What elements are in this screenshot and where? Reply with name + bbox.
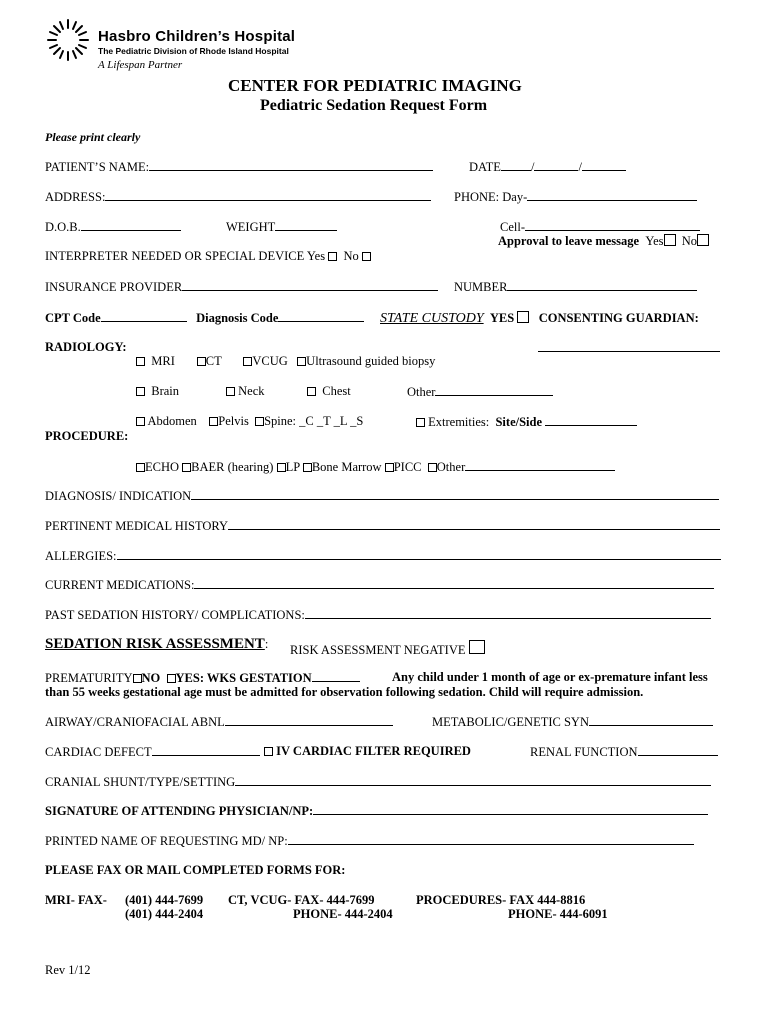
form-subtitle: Pediatric Sedation Request Form xyxy=(260,97,488,114)
approval-yes-label: Yes xyxy=(645,234,664,248)
patient-name-label: PATIENT’S NAME: xyxy=(45,160,150,174)
ct-label: CT xyxy=(205,354,222,368)
interpreter-no-checkbox[interactable] xyxy=(362,252,371,261)
allergies-field[interactable] xyxy=(45,548,721,564)
iv-filter-option xyxy=(264,744,471,759)
dob-label: D.O.B. xyxy=(45,220,81,234)
pelvis-checkbox[interactable] xyxy=(209,417,218,426)
extremities-option xyxy=(416,414,637,430)
pertinent-history-label: PERTINENT MEDICAL HISTORY xyxy=(45,519,229,533)
state-custody-yes-label: YES xyxy=(489,311,515,325)
lp-checkbox[interactable] xyxy=(277,463,286,472)
renal-label: RENAL FUNCTION xyxy=(530,745,638,759)
metabolic-label: METABOLIC/GENETIC SYN xyxy=(432,715,589,729)
mri-phone-number: (401) 444-2404 xyxy=(125,907,204,921)
neck-option xyxy=(226,384,265,399)
approval-label: Approval to leave message xyxy=(498,234,640,248)
prematurity-no-label: NO xyxy=(141,671,161,685)
signature-field[interactable] xyxy=(45,803,708,819)
site-side-label: Site/Side xyxy=(495,415,543,429)
procedures-phone: PHONE- 444-6091 xyxy=(508,907,608,921)
extremities-checkbox[interactable] xyxy=(416,418,425,427)
admission-note-2: than 55 weeks gestational age must be admitted for observation following sedation. Child will require admission. xyxy=(45,685,644,699)
cpt-row xyxy=(45,310,699,327)
diagnosis-field[interactable] xyxy=(45,488,719,504)
fax-mail-heading: PLEASE FAX OR MAIL COMPLETED FORMS FOR: xyxy=(45,863,346,877)
ct-phone: PHONE- 444-2404 xyxy=(293,907,393,921)
cardiac-label: CARDIAC DEFECT xyxy=(45,745,152,759)
mri-checkbox[interactable] xyxy=(136,357,145,366)
brain-checkbox[interactable] xyxy=(136,387,145,396)
number-field[interactable] xyxy=(454,279,697,295)
weight-field[interactable] xyxy=(226,219,337,235)
bone-marrow-checkbox[interactable] xyxy=(303,463,312,472)
gestation-weeks-line[interactable] xyxy=(312,670,360,682)
logo-tagline: A Lifespan Partner xyxy=(98,59,183,71)
airway-field[interactable] xyxy=(45,714,393,730)
other-procedure-label: Other xyxy=(436,460,466,474)
hospital-logo-icon xyxy=(44,16,92,64)
past-sedation-label: PAST SEDATION HISTORY/ COMPLICATIONS: xyxy=(45,608,305,622)
current-medications-label: CURRENT MEDICATIONS: xyxy=(45,578,195,592)
baer-label: BAER (hearing) xyxy=(191,460,274,474)
other-procedure-checkbox[interactable] xyxy=(428,463,437,472)
cell-label: Cell- xyxy=(500,220,525,234)
address-label: ADDRESS: xyxy=(45,190,106,204)
procedures-fax: PROCEDURES- FAX 444-8816 xyxy=(416,893,586,907)
past-sedation-field[interactable] xyxy=(45,607,711,623)
ultrasound-biopsy-checkbox[interactable] xyxy=(297,357,306,366)
echo-checkbox[interactable] xyxy=(136,463,145,472)
iv-filter-label: IV CARDIAC FILTER REQUIRED xyxy=(276,744,471,758)
chest-checkbox[interactable] xyxy=(307,387,316,396)
approval-yes-checkbox[interactable] xyxy=(664,234,676,246)
printed-name-label: PRINTED NAME OF REQUESTING MD/ NP: xyxy=(45,834,288,848)
prematurity-no-checkbox[interactable] xyxy=(133,674,142,683)
prematurity-label: PREMATURITY xyxy=(45,671,133,685)
risk-assessment-heading: SEDATION RISK ASSESSMENT: xyxy=(45,636,269,652)
print-note: Please print clearly xyxy=(45,130,141,144)
interpreter-no-label: No xyxy=(343,249,359,263)
procedure-label: PROCEDURE: xyxy=(45,429,129,443)
brain-label: Brain xyxy=(151,384,180,398)
abdomen-checkbox[interactable] xyxy=(136,417,145,426)
risk-negative-option xyxy=(290,640,485,658)
cpt-label: CPT Code xyxy=(45,311,101,325)
interpreter-yes-checkbox[interactable] xyxy=(328,252,337,261)
extremities-label: Extremities: xyxy=(428,415,490,429)
abdomen-label: Abdomen xyxy=(147,414,197,428)
date-label: DATE xyxy=(469,160,501,174)
picc-label: PICC xyxy=(393,460,422,474)
admission-note-1: Any child under 1 month of age or ex-premature infant less xyxy=(392,670,708,684)
radiology-row-3 xyxy=(136,414,363,429)
logo-subtitle: The Pediatric Division of Rhode Island Hospital xyxy=(98,46,289,56)
site-side-line[interactable] xyxy=(545,414,637,426)
risk-negative-checkbox[interactable] xyxy=(469,640,485,654)
metabolic-field[interactable] xyxy=(432,714,713,730)
date-field[interactable]: DATE / / xyxy=(469,159,626,175)
vcug-label: VCUG xyxy=(252,354,288,368)
chest-label: Chest xyxy=(322,384,351,398)
bone-marrow-label: Bone Marrow xyxy=(311,460,382,474)
ultrasound-biopsy-label: Ultrasound guided biopsy xyxy=(306,354,436,368)
approval-message xyxy=(498,234,709,249)
picc-checkbox[interactable] xyxy=(385,463,394,472)
mri-fax-label: MRI- FAX- xyxy=(45,893,107,907)
airway-label: AIRWAY/CRANIOFACIAL ABNL xyxy=(45,715,225,729)
radiology-label: RADIOLOGY: xyxy=(45,340,127,354)
cell-field[interactable] xyxy=(500,219,700,235)
other-imaging-field[interactable] xyxy=(407,384,553,400)
risk-negative-label: RISK ASSESSMENT NEGATIVE xyxy=(290,643,466,657)
prematurity-yes-checkbox[interactable] xyxy=(167,674,176,683)
pelvis-label: Pelvis xyxy=(218,414,249,428)
ct-fax: CT, VCUG- FAX- 444-7699 xyxy=(228,893,375,907)
ct-checkbox[interactable] xyxy=(197,357,206,366)
allergies-label: ALLERGIES: xyxy=(45,549,117,563)
address-field[interactable] xyxy=(45,189,431,205)
baer-checkbox[interactable] xyxy=(182,463,191,472)
spine-label: Spine: _C _T _L _S xyxy=(264,414,364,428)
iv-filter-checkbox[interactable] xyxy=(264,747,273,756)
approval-no-label: No xyxy=(681,234,698,248)
prematurity-yes-label: YES: WKS GESTATION xyxy=(175,671,312,685)
renal-field[interactable] xyxy=(530,744,718,760)
insurance-label: INSURANCE PROVIDER xyxy=(45,280,183,294)
revision-label: Rev 1/12 xyxy=(45,963,91,977)
patient-name-field[interactable] xyxy=(45,159,433,175)
cardiac-field[interactable] xyxy=(45,744,260,760)
state-custody-label: STATE CUSTODY xyxy=(380,311,484,326)
other-imaging-label: Other xyxy=(407,385,436,399)
spine-checkbox[interactable] xyxy=(255,417,264,426)
consenting-guardian-label: CONSENTING GUARDIAN: xyxy=(538,311,699,325)
dob-field[interactable] xyxy=(45,219,181,235)
interpreter-row xyxy=(45,249,371,264)
pertinent-history-field[interactable] xyxy=(45,518,720,534)
prematurity-row xyxy=(45,670,360,686)
phone-day-label: PHONE: Day- xyxy=(454,190,528,204)
interpreter-label: INTERPRETER NEEDED OR SPECIAL DEVICE Yes xyxy=(45,249,326,263)
state-custody-checkbox[interactable] xyxy=(517,311,529,323)
mri-label: MRI xyxy=(151,354,175,368)
cranial-shunt-label: CRANIAL SHUNT/TYPE/SETTING xyxy=(45,775,236,789)
approval-no-checkbox[interactable] xyxy=(697,234,709,246)
chest-option xyxy=(307,384,351,399)
neck-checkbox[interactable] xyxy=(226,387,235,396)
radiology-row-1 xyxy=(136,354,435,369)
lp-label: LP xyxy=(285,460,300,474)
other-procedure-line[interactable] xyxy=(465,459,615,471)
current-medications-field[interactable] xyxy=(45,577,714,593)
form-title: CENTER FOR PEDIATRIC IMAGING xyxy=(228,76,522,95)
number-label: NUMBER xyxy=(454,280,508,294)
procedure-row xyxy=(136,459,615,475)
insurance-field[interactable] xyxy=(45,279,438,295)
guardian-line[interactable] xyxy=(538,340,720,356)
phone-day-field[interactable] xyxy=(454,189,697,205)
neck-label: Neck xyxy=(238,384,265,398)
cranial-shunt-field[interactable] xyxy=(45,774,711,790)
diagnosis-label: DIAGNOSIS/ INDICATION xyxy=(45,489,192,503)
signature-label: SIGNATURE OF ATTENDING PHYSICIAN/NP: xyxy=(45,804,314,818)
diagnosis-code-label: Diagnosis Code xyxy=(196,311,279,325)
radiology-row-2 xyxy=(136,384,179,399)
mri-fax-number: (401) 444-7699 xyxy=(125,893,204,907)
weight-label: WEIGHT xyxy=(226,220,276,234)
echo-label: ECHO xyxy=(145,460,180,474)
logo-name: Hasbro Children’s Hospital xyxy=(98,28,296,45)
printed-name-field[interactable] xyxy=(45,833,694,849)
